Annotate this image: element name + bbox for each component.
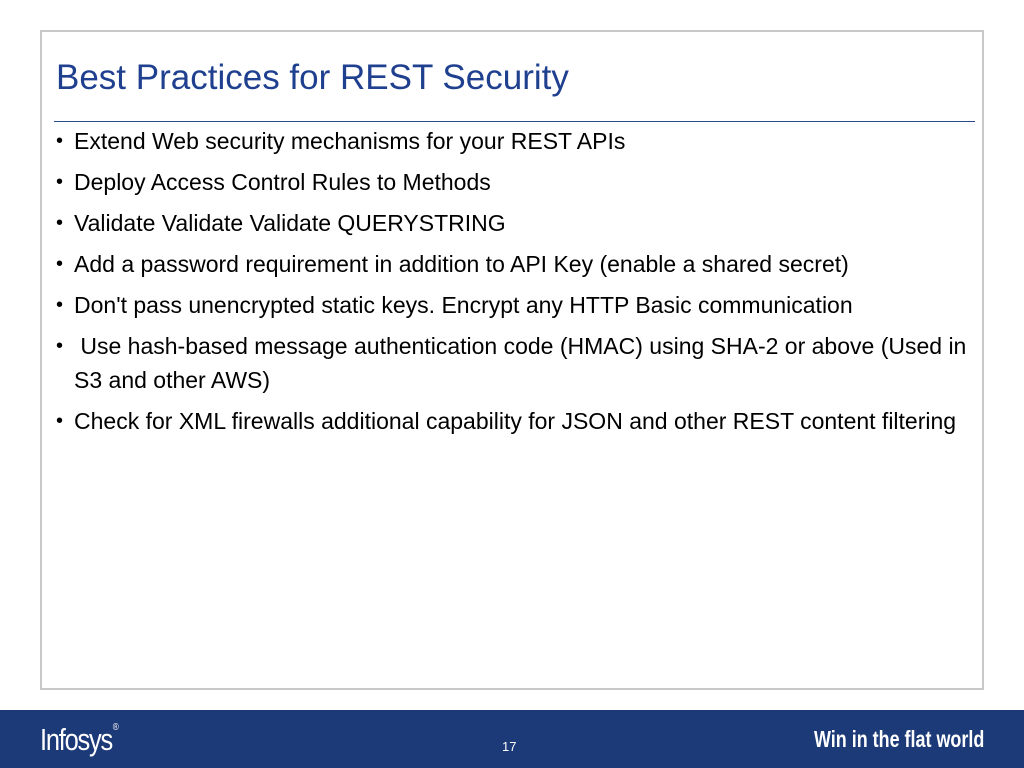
bullet-item bbox=[56, 124, 972, 158]
bullet-icon: • bbox=[56, 253, 64, 275]
bullet-text: Don't pass unencrypted static keys. Encrypt any HTTP Basic communication bbox=[74, 292, 853, 318]
bullet-text: Add a password requirement in addition to API Key (enable a shared secret) bbox=[74, 251, 849, 277]
bullet-list bbox=[56, 124, 972, 445]
infosys-logo bbox=[40, 722, 118, 758]
slide-title: Best Practices for REST Security bbox=[56, 58, 569, 97]
bullet-item bbox=[56, 288, 972, 322]
registered-mark: ® bbox=[112, 722, 118, 733]
tagline: Win in the flat world bbox=[813, 726, 984, 752]
bullet-text: Deploy Access Control Rules to Methods bbox=[74, 169, 491, 195]
bullet-item bbox=[56, 329, 972, 397]
bullet-item bbox=[56, 206, 972, 240]
bullet-icon: • bbox=[56, 171, 64, 193]
page-number: 17 bbox=[502, 739, 517, 754]
bullet-item bbox=[56, 404, 972, 438]
bullet-text: Use hash-based message authentication code (HMAC) using SHA-2 or above (Used in S3 and other AWS) bbox=[74, 333, 973, 393]
title-divider bbox=[54, 121, 975, 122]
logo-text: Infosys bbox=[40, 722, 112, 757]
footer-bar bbox=[0, 710, 1024, 768]
bullet-text: Validate Validate Validate QUERYSTRING bbox=[74, 210, 506, 236]
bullet-icon: • bbox=[56, 335, 64, 357]
bullet-icon: • bbox=[56, 130, 64, 152]
bullet-text: Extend Web security mechanisms for your REST APIs bbox=[74, 128, 626, 154]
bullet-icon: • bbox=[56, 410, 64, 432]
content-frame bbox=[40, 30, 984, 690]
bullet-item bbox=[56, 247, 972, 281]
bullet-icon: • bbox=[56, 212, 64, 234]
bullet-icon: • bbox=[56, 294, 64, 316]
bullet-text: Check for XML firewalls additional capability for JSON and other REST content filtering bbox=[74, 408, 957, 434]
bullet-item bbox=[56, 165, 972, 199]
